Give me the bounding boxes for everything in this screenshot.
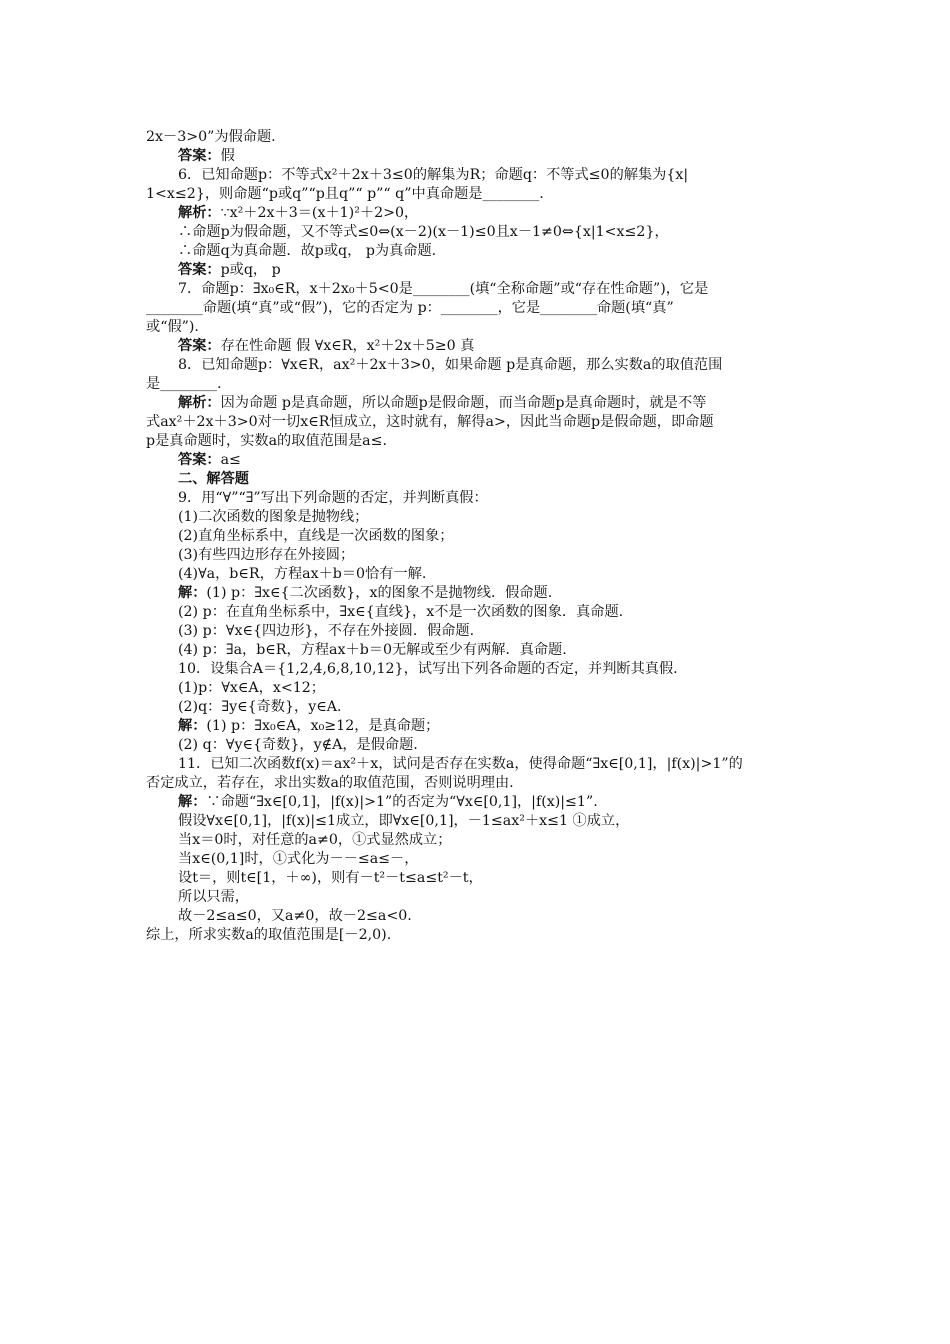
text-line: 6．已知命题p：不等式x²＋2x＋3≤0的解集为R；命题q：不等式≤0的解集为{x| xyxy=(178,167,689,183)
text-line: (3)有些四边形存在外接圆； xyxy=(178,547,355,563)
label-prefix: 答案： xyxy=(178,452,221,468)
label-prefix: 答案： xyxy=(178,262,221,278)
text-line: 故－2≤a≤0，又a≠0，故－2≤a<0. xyxy=(178,908,412,924)
line-body: 存在性命题 假 ∀x∈R，x²＋2x＋5≥0 真 xyxy=(220,338,475,354)
line-body: 假 xyxy=(220,148,235,164)
text-line: (1)p：∀x∈A，x<12； xyxy=(178,680,325,696)
line-body: (1) p：∃x₀∈A，x₀≥12，是真命题； xyxy=(206,718,440,734)
text-line xyxy=(178,717,439,735)
text-line: (3) p：∀x∈{四边形}，不存在外接圆．假命题. xyxy=(178,623,475,639)
text-line: 否定成立，若存在，求出实数a的取值范围，否则说明理由. xyxy=(146,775,514,791)
text-line: 式ax²＋2x＋3>0对一切x∈R恒成立，这时就有，解得a>，因此当命题p是假命题，即命题 xyxy=(146,414,714,430)
text-line: (4)∀a，b∈R，方程ax＋b＝0恰有一解. xyxy=(178,566,427,582)
label-prefix: 解析： xyxy=(178,395,221,411)
text-line: 7．命题p：∃x₀∈R，x＋2x₀＋5<0是________(填“全称命题”或“存在性命题”)，它是 xyxy=(178,281,709,297)
label-prefix: 解： xyxy=(178,794,207,810)
text-line: 综上，所求实数a的取值范围是[－2,0). xyxy=(146,927,392,943)
text-line xyxy=(178,147,235,165)
line-body: ∵x²＋2x＋3＝(x＋1)²＋2>0， xyxy=(220,205,419,221)
label-prefix: 解析： xyxy=(178,205,221,221)
label-prefix: 答案： xyxy=(178,338,221,354)
line-body: a≤ xyxy=(220,452,241,468)
label-prefix: 解： xyxy=(178,718,207,734)
text-line: ∴命题p为假命题，又不等式≤0⇔(x－2)(x－1)≤0且x－1≠0⇔{x|1<x≤2}， xyxy=(178,224,669,240)
text-line xyxy=(178,394,706,412)
text-line: 当x＝0时，对任意的a≠0，①式显然成立； xyxy=(178,832,452,848)
text-line: 或“假”). xyxy=(146,319,199,335)
text-line: 设t＝，则t∈[1，＋∞)，则有－t²－t≤a≤t²－t， xyxy=(178,870,483,886)
line-body: 因为命题 p是真命题，所以命题p是假命题，而当命题p是真命题时，就是不等 xyxy=(220,395,707,411)
text-line: 所以只需， xyxy=(178,889,249,905)
text-line: (2) p：在直角坐标系中，∃x∈{直线}，x不是一次函数的图象．真命题. xyxy=(178,604,624,620)
text-line xyxy=(178,204,418,222)
text-line: (2)q：∃y∈{奇数}，y∈A. xyxy=(178,699,342,715)
text-line: 10．设集合A＝{1,2,4,6,8,10,12}，试写出下列各命题的否定，并判断其真假. xyxy=(178,661,678,677)
text-line xyxy=(178,793,598,811)
text-line xyxy=(178,584,552,602)
section-heading: 二、解答题 xyxy=(178,471,249,487)
text-line: 11．已知二次函数f(x)＝ax²＋x，试问是否存在实数a，使得命题“∃x∈[0,1]，|f(x)|>1”的 xyxy=(178,756,743,772)
label-prefix: 答案： xyxy=(178,148,221,164)
text-line: (2) q：∀y∈{奇数}，y∉A，是假命题. xyxy=(178,737,418,753)
text-line: (4) p：∃a，b∈R，方程ax＋b＝0无解或至少有两解．真命题. xyxy=(178,642,567,658)
text-line xyxy=(178,337,474,355)
text-line: ________命题(填“真”或“假”)，它的否定为 p：________，它是________命题(填“真” xyxy=(146,300,674,316)
text-line: ∴命题q为真命题．故p或q， p为真命题. xyxy=(178,243,437,259)
line-body: (1) p：∃x∈{二次函数}，x的图象不是抛物线．假命题. xyxy=(206,585,553,601)
text-line: 是________. xyxy=(146,376,222,392)
text-line xyxy=(178,261,281,279)
text-line: (2)直角坐标系中，直线是一次函数的图象； xyxy=(178,528,454,544)
line-body: p或q， p xyxy=(220,262,281,278)
text-line: 假设∀x∈[0,1]，|f(x)|≤1成立，即∀x∈[0,1]，－1≤ax²＋x≤1 ①成立， xyxy=(178,813,630,829)
text-line: 1<x≤2}，则命题“p或q”“p且q”“ p”“ q”中真命题是________. xyxy=(146,186,544,202)
text-line xyxy=(178,451,241,469)
text-line: (1)二次函数的图象是抛物线； xyxy=(178,509,369,525)
text-line: 当x∈(0,1]时，①式化为－－≤a≤－， xyxy=(178,851,419,867)
text-line: 8．已知命题p：∀x∈R，ax²＋2x＋3>0，如果命题 p是真命题，那么实数a的取值范围 xyxy=(178,357,723,373)
line-body: ∵命题“∃x∈[0,1]，|f(x)|>1”的否定为“∀x∈[0,1]，|f(x)|≤1”. xyxy=(206,794,598,810)
text-line: 2x－3>0”为假命题. xyxy=(146,129,276,145)
text-line: 9．用“∀”“∃”写出下列命题的否定，并判断真假： xyxy=(178,490,488,506)
label-prefix: 解： xyxy=(178,585,207,601)
text-line: p是真命题时，实数a的取值范围是a≤. xyxy=(146,433,388,449)
